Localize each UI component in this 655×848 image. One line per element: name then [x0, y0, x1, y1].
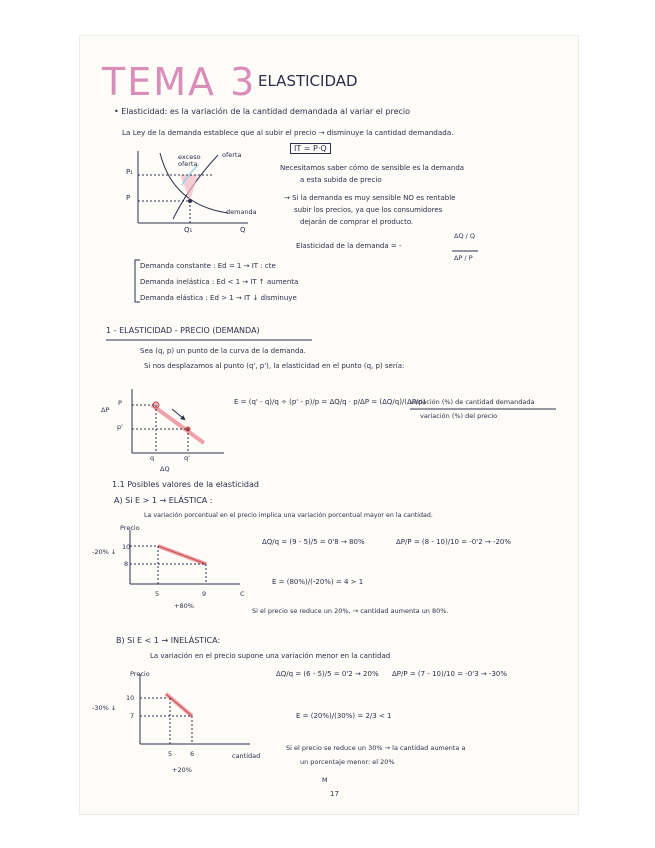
section11-title: 1.1 Posibles valores de la elasticidad [112, 480, 259, 489]
a-10: 10 [122, 543, 131, 551]
s1-q: q [150, 454, 155, 462]
section1-line2: Si nos desplazamos al punto (q', p'), la elasticidad en el punto (q, p) sería: [144, 362, 405, 370]
note-2: a esta subida de precio [300, 176, 382, 184]
b-minus30: -30% ↓ [92, 704, 117, 712]
graph1-demanda: demanda [226, 208, 257, 216]
frac-line [452, 250, 480, 252]
note-3: → Si la demanda es muy sensible NO es rentable [284, 194, 456, 202]
b-conclusion1: Si el precio se reduce un 30% → la cantidad aumenta a [286, 744, 466, 752]
b-5: 5 [168, 750, 173, 758]
elasticity-label: Elasticidad de la demanda = - [296, 242, 402, 250]
s1-p: P [118, 399, 122, 407]
a-precio: Precio [120, 524, 140, 532]
excess-area [180, 175, 198, 201]
note-1: Necesitamos saber cómo de sensible es la demanda [280, 164, 465, 172]
s1-dp: ΔP [101, 406, 110, 414]
section1-formula: E = (q' - q)/q ÷ (p' - p)/p = ΔQ/q · p/ΔP = (ΔQ/q)/(ΔP/p) [234, 398, 426, 406]
a-calc3: E = (80%)/(-20%) = 4 > 1 [272, 578, 364, 586]
case-constante: Demanda constante : Ed = 1 → IT : cte [140, 262, 276, 270]
b-6: 6 [190, 750, 195, 758]
a-9: 9 [202, 590, 207, 598]
case-inelastica: Demanda inelástica : Ed < 1 → IT ↑ aumenta [140, 278, 299, 286]
a-5: 5 [155, 590, 160, 598]
s1-q2: q' [184, 454, 190, 462]
graph1-p: P [126, 194, 131, 202]
section1-graph [104, 385, 234, 475]
section-subtitle: ELASTICIDAD [258, 72, 358, 90]
a-conclusion: Si el precio se reduce un 20%, → cantidad aumenta un 80%. [252, 607, 449, 615]
page-number: 17 [330, 790, 339, 798]
b-7: 7 [130, 712, 135, 720]
s1-dq: ΔQ [160, 465, 170, 473]
formula-box: IT = P·Q [290, 143, 331, 154]
section1-title: 1 - ELASTICIDAD - PRECIO (DEMANDA) [106, 326, 260, 335]
b-plus20: +20% [172, 766, 192, 774]
case-b-label: B) Si E < 1 → INELÁSTICA: [116, 636, 221, 645]
law-line: La Ley de la demanda establece que al subir el precio → disminuye la cantidad demandada. [122, 128, 454, 137]
graph1-p1: P₁ [126, 168, 134, 176]
graph1-q1: Q₁ [184, 226, 193, 234]
elasticity-frac-bottom: ΔP / P [454, 254, 473, 262]
a-c: C [240, 590, 245, 598]
a-minus20: -20% ↓ [92, 548, 117, 556]
b-cantidad: cantidad [232, 752, 261, 760]
a-8: 8 [124, 560, 129, 568]
b-calc3: E = (20%)/(30%) = 2/3 < 1 [296, 712, 392, 720]
note-5: dejarán de comprar el producto. [300, 218, 414, 226]
case-elastica: Demanda elástica : Ed > 1 → IT ↓ disminuye [140, 294, 297, 302]
section1-underline [106, 339, 316, 341]
graph-a [120, 526, 250, 606]
case-b-text: La variación en el precio supone una variación menor en la cantidad [150, 652, 391, 660]
a-plus80: +80% [174, 602, 194, 610]
section1-note-bottom: variación (%) del precio [420, 412, 498, 420]
graph1-oferta: oferta [222, 151, 242, 159]
s1-p2: p' [117, 423, 123, 431]
b-precio: Precio [130, 670, 150, 678]
definition-line: • Elasticidad: es la variación de la cantidad demandada al variar el precio [114, 107, 411, 116]
case-a-label: A) Si E > 1 → ELÁSTICA : [114, 496, 213, 505]
footer-mark: M [322, 776, 328, 784]
case-a-text: La variación porcentual en el precio implica una variación porcentual mayor en la cantidad. [144, 512, 433, 519]
a-calc1: ΔQ/q = (9 - 5)/5 = 0'8 → 80% [262, 538, 365, 546]
b-conclusion2: un porcentaje menor: el 20% [300, 758, 395, 766]
tema-title: TEMA 3 [102, 60, 257, 104]
section1-note-top: variación (%) de cantidad demandada [410, 398, 535, 406]
section1-line1: Sea (q, p) un punto de la curva de la demanda. [140, 347, 306, 355]
section1-note-line [410, 408, 560, 410]
a-calc2: ΔP/P = (8 - 10)/10 = -0'2 → -20% [396, 538, 512, 546]
b-10: 10 [126, 694, 135, 702]
graph1-q: Q [240, 226, 246, 234]
b-calc2: ΔP/P = (7 - 10)/10 = -0'3 → -30% [392, 670, 508, 678]
note-4: subir los precios, ya que los consumidores [294, 206, 443, 214]
elasticity-frac-top: ΔQ / Q [454, 232, 476, 240]
graph-b [130, 670, 260, 760]
graph1-exceso: exceso oferta [178, 153, 201, 168]
b-calc1: ΔQ/q = (6 - 5)/5 = 0'2 → 20% [276, 670, 379, 678]
